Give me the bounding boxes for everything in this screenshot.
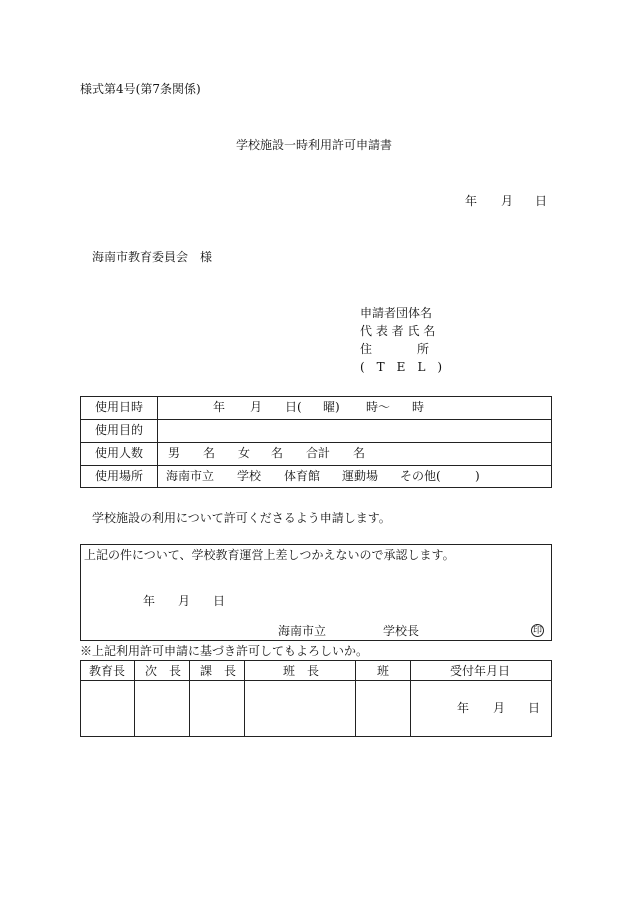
stamp-header-line bbox=[80, 680, 552, 681]
usage-count-male: 男 bbox=[168, 446, 181, 460]
usage-row-line bbox=[80, 465, 552, 466]
usage-place-other: その他( bbox=[400, 469, 441, 483]
request-text: 学校施設の利用について許可くださるよう申請します。 bbox=[92, 511, 391, 525]
usage-place-city: 海南市立 bbox=[166, 469, 215, 483]
form-number: 様式第4号(第7条関係) bbox=[80, 82, 201, 96]
usage-place-field: 運動場 bbox=[342, 469, 379, 483]
approval-principal: 学校長 bbox=[383, 624, 420, 638]
stamp-col-line bbox=[189, 660, 190, 737]
stamp-header-team: 班 bbox=[377, 664, 390, 678]
page-title: 学校施設一時利用許可申請書 bbox=[236, 138, 393, 152]
date-year: 年 bbox=[465, 194, 478, 208]
stamp-header-received-date: 受付年月日 bbox=[450, 664, 511, 678]
received-month: 月 bbox=[493, 701, 506, 715]
approval-text: 上記の件について、学校教育運営上差しつかえないので承認します。 bbox=[84, 548, 455, 562]
usage-row-line bbox=[80, 419, 552, 420]
usage-date-day: 日( bbox=[285, 400, 302, 414]
usage-date-weekday: 曜) bbox=[323, 400, 340, 414]
stamp-header-deputy: 次 長 bbox=[145, 664, 182, 678]
usage-date-label: 使用日時 bbox=[95, 400, 144, 414]
usage-time-start: 時～ bbox=[366, 400, 391, 414]
date-month: 月 bbox=[501, 194, 514, 208]
applicant-representative: 代 表 者 氏 名 bbox=[360, 324, 436, 338]
usage-place-label: 使用場所 bbox=[95, 469, 144, 483]
stamp-header-team-chief: 班 長 bbox=[283, 664, 320, 678]
note-text: ※上記利用許可申請に基づき許可してもよろしいか。 bbox=[80, 644, 369, 658]
usage-time-end: 時 bbox=[412, 400, 425, 414]
usage-count-female-unit: 名 bbox=[271, 446, 284, 460]
stamp-col-line bbox=[410, 660, 411, 737]
received-year: 年 bbox=[457, 701, 470, 715]
usage-row-line bbox=[80, 442, 552, 443]
usage-date-month: 月 bbox=[250, 400, 263, 414]
addressee: 海南市教育委員会 様 bbox=[92, 250, 213, 264]
received-day: 日 bbox=[528, 701, 541, 715]
stamp-col-line bbox=[244, 660, 245, 737]
usage-date-year: 年 bbox=[213, 400, 226, 414]
stamp-header-superintendent: 教育長 bbox=[89, 664, 126, 678]
approval-school-prefix: 海南市立 bbox=[278, 624, 327, 638]
usage-place-school: 学校 bbox=[237, 469, 262, 483]
applicant-group-name: 申請者団体名 bbox=[360, 306, 433, 320]
usage-count-label: 使用人数 bbox=[95, 446, 144, 460]
date-day: 日 bbox=[535, 194, 548, 208]
stamp-col-line bbox=[355, 660, 356, 737]
usage-purpose-label: 使用目的 bbox=[95, 423, 144, 437]
applicant-address-2: 所 bbox=[417, 342, 430, 356]
approval-month: 月 bbox=[178, 594, 191, 608]
usage-count-total-unit: 名 bbox=[353, 446, 366, 460]
applicant-address-1: 住 bbox=[360, 342, 373, 356]
seal-icon: 印 bbox=[532, 626, 542, 636]
usage-count-male-unit: 名 bbox=[203, 446, 216, 460]
usage-count-total: 合計 bbox=[306, 446, 331, 460]
usage-place-gym: 体育館 bbox=[284, 469, 321, 483]
approval-year: 年 bbox=[143, 594, 156, 608]
approval-day: 日 bbox=[213, 594, 226, 608]
usage-place-other-close: ) bbox=[475, 469, 480, 483]
usage-count-female: 女 bbox=[238, 446, 251, 460]
stamp-col-line bbox=[134, 660, 135, 737]
applicant-tel: ( T E L ) bbox=[360, 360, 443, 374]
stamp-header-section-chief: 課 長 bbox=[200, 664, 237, 678]
